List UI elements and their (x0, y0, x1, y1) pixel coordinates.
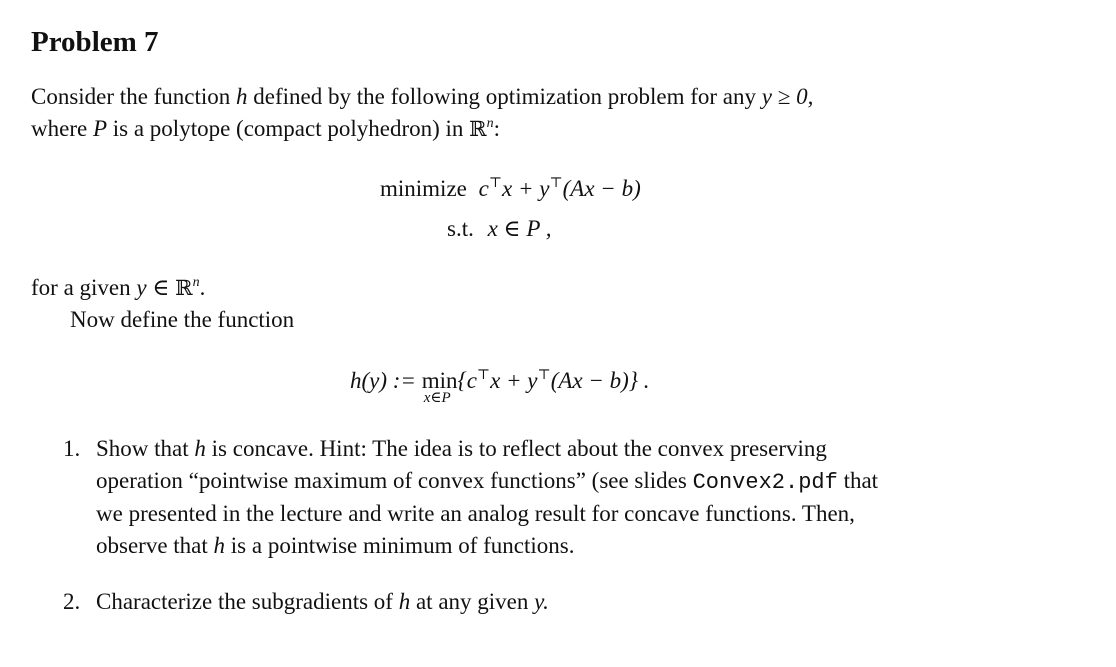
math-n: n (486, 116, 494, 131)
min-operator (421, 368, 458, 406)
given-text: for a given (31, 275, 131, 300)
code-filename: Convex2.pdf (692, 470, 838, 495)
item-line (96, 589, 549, 615)
intro-text: defined by the following optimization problem for any (253, 84, 756, 109)
item-text: that (843, 468, 879, 493)
item-text: is concave. Hint: The idea is to reflect about the convex preserving (211, 436, 827, 461)
transpose-mark: ⊤ (488, 176, 503, 191)
math-h: h (398, 589, 411, 614)
objective-mid: x + y (502, 176, 550, 201)
item-line (96, 436, 827, 462)
math-y: y. (534, 589, 549, 614)
item-line (96, 468, 878, 495)
min-subscript: x∈P (423, 390, 451, 406)
minimize-label: minimize (380, 176, 467, 201)
h-tail: (Ax − b)} . (550, 368, 650, 393)
intro-text: is a polytope (compact polyhedron) in (112, 116, 464, 141)
objective-line (380, 176, 641, 202)
intro-colon: : (493, 116, 501, 141)
transpose-mark: ⊤ (537, 368, 551, 383)
intro-text: where (31, 116, 88, 141)
item-text: Characterize the subgradients of (96, 589, 393, 614)
h-definition (350, 368, 650, 406)
intro-line-1 (31, 84, 813, 110)
math-n: n (192, 275, 200, 290)
item-line: we presented in the lecture and write an analog result for concave functions. Then, (96, 501, 855, 526)
item-text: is a pointwise minimum of functions. (230, 533, 575, 558)
math-h: h (194, 436, 206, 461)
intro-line-2 (31, 116, 500, 142)
problem-title: Problem 7 (31, 26, 159, 58)
min-label: min (421, 368, 458, 393)
given-line (31, 275, 205, 301)
transpose-mark: ⊤ (549, 176, 563, 191)
math-reals: ℝ (175, 276, 193, 300)
math-P: P (92, 116, 107, 141)
item-number: 2. (63, 589, 81, 614)
constraint: x ∈ P , (487, 216, 552, 241)
h-brace-open: {c (457, 368, 477, 393)
list-item (63, 436, 1063, 566)
constraint-line (447, 216, 551, 242)
st-label: s.t. (447, 216, 474, 241)
list-item (63, 589, 1063, 623)
math-h: h (213, 533, 226, 558)
math-reals: ℝ (469, 117, 487, 141)
h-mid: x + y (490, 368, 538, 393)
math-y-ge-0: y ≥ 0, (761, 84, 814, 109)
item-text: at any given (415, 589, 529, 614)
transpose-mark: ⊤ (476, 368, 491, 383)
math-h: h (236, 84, 248, 109)
item-number: 1. (63, 436, 81, 461)
intro-text: Consider the function (31, 84, 231, 109)
now-define-line: Now define the function (70, 307, 295, 332)
item-text: Show that (96, 436, 189, 461)
item-text: observe that (96, 533, 208, 558)
item-text: operation “pointwise maximum of convex functions” (see slides (96, 468, 687, 493)
objective-c: c (478, 176, 489, 201)
item-line (96, 533, 574, 559)
given-period: . (199, 275, 206, 300)
math-y-in: y ∈ (136, 275, 170, 300)
h-lhs: h(y) := (350, 368, 416, 393)
objective-tail: (Ax − b) (562, 176, 641, 201)
